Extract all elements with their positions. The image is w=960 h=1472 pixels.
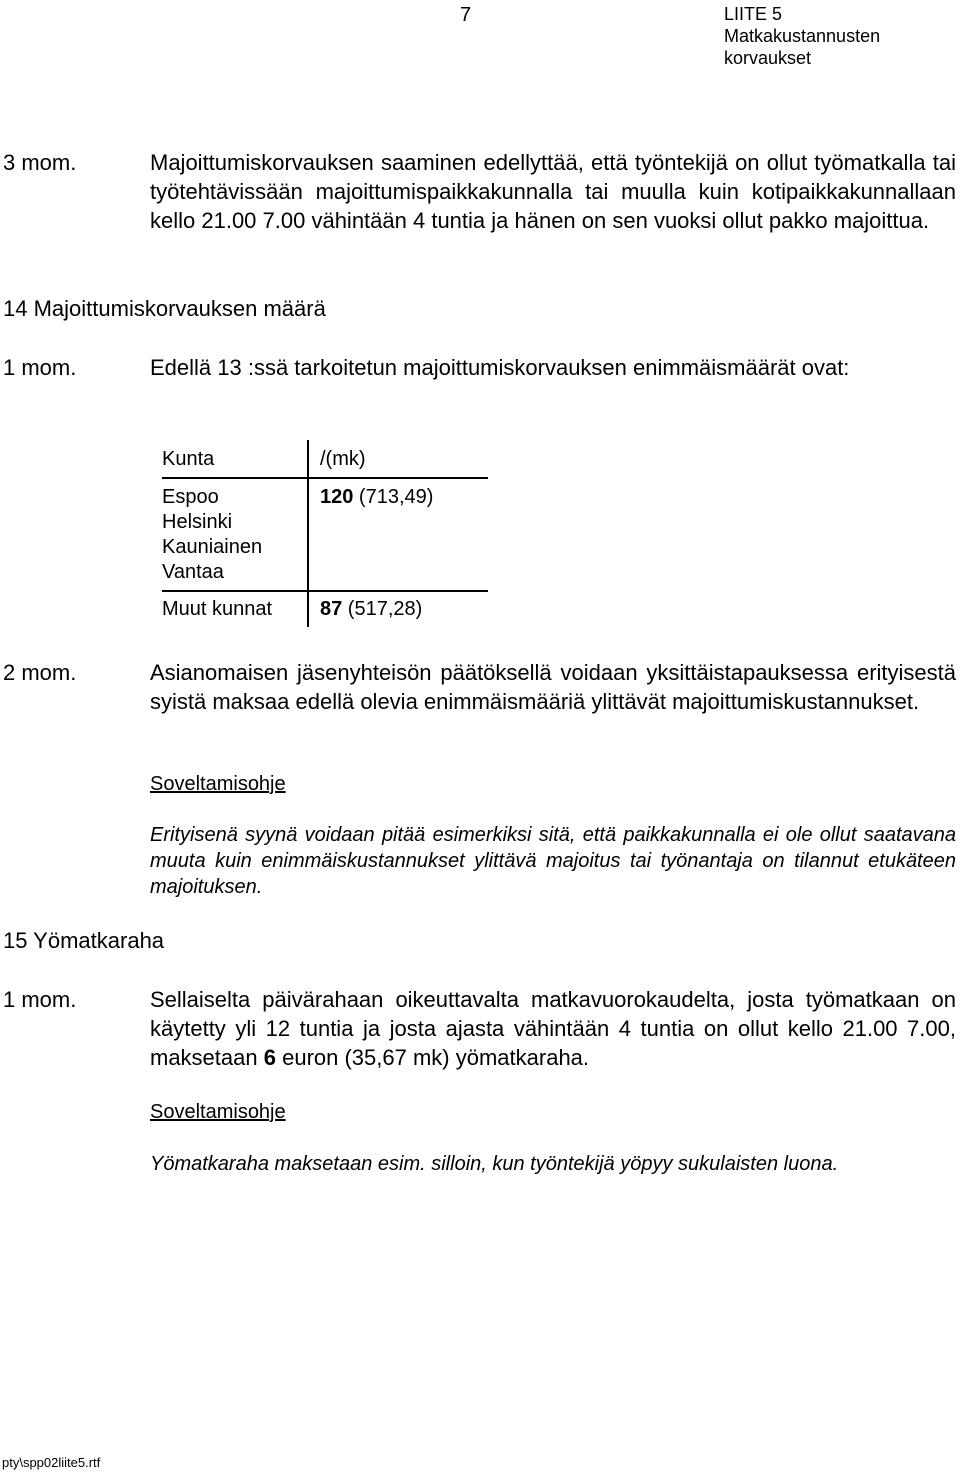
s15-mom1-amount: 6 xyxy=(263,1045,276,1070)
s14-mom2-label: 2 mom. xyxy=(3,660,77,685)
section-14-heading: 14 Majoittumiskorvauksen määrä xyxy=(3,296,326,321)
header-title-line1: Matkakustannusten xyxy=(724,26,881,46)
other-municipalities-label: Muut kunnat xyxy=(162,598,273,620)
s15-mom1-text xyxy=(150,985,956,1072)
other-municipalities-amount xyxy=(320,597,422,622)
footer-filename: pty\spp02liite5.rtf xyxy=(2,1455,101,1470)
table-column-divider xyxy=(307,440,309,627)
table-header-kunta: Kunta xyxy=(162,448,215,470)
s15-mom1-text-a: Sellaiselta päivärahaan oikeuttavalta matkavuorokaudelta, josta työmatkaan on käytetty yli 12 tuntia ja josta ajasta vähintään 4 tuntia on ollut kello 21.00 7.00, maksetaan xyxy=(150,987,956,1070)
s14-mom1-label: 1 mom. xyxy=(3,355,77,380)
page-number: 7 xyxy=(460,4,472,26)
group1-amount-euro: 120 xyxy=(320,486,354,508)
table-header-rule xyxy=(162,477,488,479)
s15-guidance-title: Soveltamisohje xyxy=(150,1101,286,1123)
s15-mom1-text-b: euron (35,67 mk) yömatkaraha. xyxy=(275,1045,590,1070)
row2-amount-euro: 87 xyxy=(320,598,343,620)
city-vantaa: Vantaa xyxy=(162,561,224,583)
header-title-line2: korvaukset xyxy=(724,48,812,68)
city-espoo: Espoo xyxy=(162,486,219,508)
s14-guidance-title: Soveltamisohje xyxy=(150,773,286,795)
row2-amount-mk: (517,28) xyxy=(342,598,423,620)
table-row-rule xyxy=(162,590,488,592)
mom3-label: 3 mom. xyxy=(3,150,77,175)
s14-mom2-text: Asianomaisen jäsenyhteisön päätöksellä voidaan yksittäistapauksessa erityisestä syistä maksaa edellä olevia enimmäismääriä ylittävät majoittumiskustannukset. xyxy=(150,660,956,714)
s14-mom1-text: Edellä 13 :ssä tarkoitetun majoittumiskorvauksen enimmäismäärät ovat: xyxy=(150,355,850,380)
s15-mom1-label: 1 mom. xyxy=(3,987,77,1012)
appendix-label: LIITE 5 xyxy=(724,4,783,24)
city-helsinki: Helsinki xyxy=(162,511,233,533)
s14-guidance-text: Erityisenä syynä voidaan pitää esimerkiksi sitä, että paikkakunnalla ei ole ollut saatavana muuta kuin enimmäiskustannukset ylittävä majoitus tai työnantaja on tilannut etukäteen majoituksen. xyxy=(150,824,956,898)
group1-amount xyxy=(320,485,433,510)
section-15-heading: 15 Yömatkaraha xyxy=(3,928,165,953)
s15-guidance-text: Yömatkaraha maksetaan esim. silloin, kun työntekijä yöpyy sukulaisten luona. xyxy=(150,1153,839,1175)
city-kauniainen: Kauniainen xyxy=(162,536,263,558)
group1-amount-mk: (713,49) xyxy=(353,486,434,508)
table-header-amount: /(mk) xyxy=(320,448,366,470)
mom3-text: Majoittumiskorvauksen saaminen edellyttää, että työntekijä on ollut työmatkalla tai työtehtävissään majoittumispaikkakunnalla tai muulla kuin kotipaikkakunnallaan kello 21.00 7.00 vähintään 4 tuntia ja hänen on sen vuoksi ollut pakko majoittua. xyxy=(150,150,956,233)
